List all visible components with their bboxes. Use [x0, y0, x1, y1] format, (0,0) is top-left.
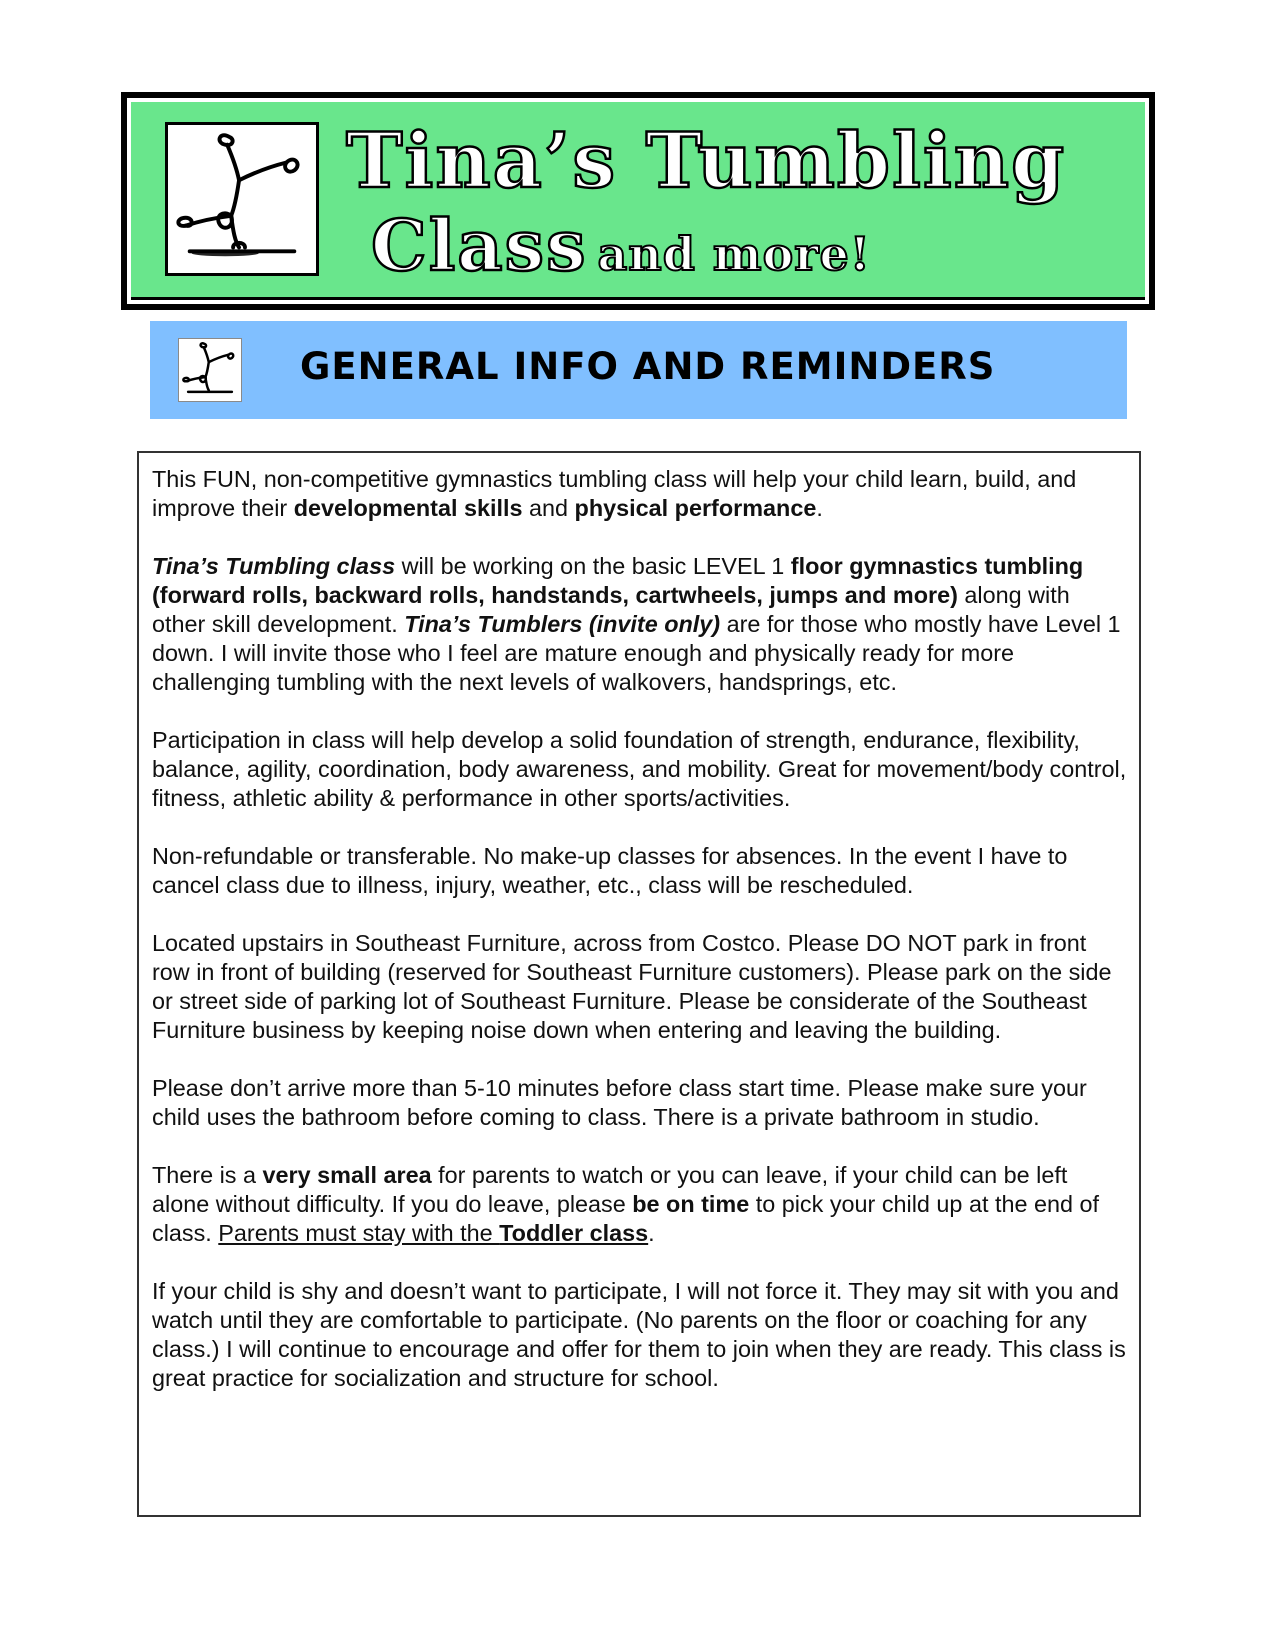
paragraph-location: Located upstairs in Southeast Furniture, across from Costco. Please DO NOT park in front row in front of building (reserved for Southeast Furniture customers). Please park on the side or street side of parking lot of Southeast Furniture. Please be considerate of the Southeast Furniture business by keeping noise down when entering and leaving the building. [152, 930, 1112, 1043]
text-run: and [522, 495, 575, 521]
paragraph-refund-policy: Non-refundable or transferable. No make-up classes for absences. In the event I have to cancel class due to illness, injury, weather, etc., class will be rescheduled. [152, 843, 1068, 898]
section-header-bar [150, 321, 1127, 419]
text-run: This FUN, non-competitive gymnastics tumbling class will help your child learn, build, and improve their [152, 466, 1077, 521]
title-and-more: and more! [597, 227, 871, 281]
page-subtitle [371, 204, 871, 287]
paragraph-intro [152, 465, 1127, 523]
bold-text: very small area [262, 1162, 432, 1188]
text-run: to pick your child up at the end of class. [152, 1191, 1099, 1246]
bold-text: floor gymnastics tumbling (forward rolls, backward rolls, handstands, cartwheels, jumps and more) [152, 553, 1084, 608]
paragraph-shy-child: If your child is shy and doesn’t want to participate, I will not force it. They may sit with you and watch until they are comfortable to participate. (No parents on the floor or coaching for any class.) I will continue to encourage and offer for them to join when they are ready. This class is great practice for socialization and structure for school. [152, 1278, 1126, 1391]
handstand-stick-figure-icon [179, 339, 241, 401]
text-run: Parents must stay with the [218, 1220, 500, 1246]
logo [165, 122, 319, 276]
bold-text: be on time [632, 1191, 750, 1217]
text-run: for parents to watch or you can leave, if your child can be left alone without difficulty. If you do leave, please [152, 1162, 1068, 1217]
text-run: along with other skill development. [152, 582, 1070, 637]
bold-text: Toddler class [499, 1220, 649, 1246]
bold-text: developmental skills [293, 495, 523, 521]
paragraph-parents [152, 1161, 1127, 1248]
section-logo [178, 338, 242, 402]
header-banner [121, 92, 1155, 310]
paragraph-levels [152, 552, 1127, 697]
text-run: . [816, 495, 823, 521]
handstand-stick-figure-icon [168, 125, 316, 273]
bold-text: physical performance [574, 495, 817, 521]
text-run: are for those who mostly have Level 1 down. I will invite those who I feel are mature enough and physically ready for more challenging tumbling with the next levels of walkovers, handsprings, etc. [152, 611, 1121, 695]
text-run: There is a [152, 1162, 263, 1188]
text-run: . [648, 1220, 655, 1246]
paragraph-arrival: Please don’t arrive more than 5-10 minutes before class start time. Please make sure your child uses the bathroom before coming to class. There is a private bathroom in studio. [152, 1075, 1087, 1130]
bold-italic-text: Tina’s Tumbling class [152, 553, 396, 579]
title-class-word: Class [371, 204, 588, 287]
section-title: GENERAL INFO AND REMINDERS [300, 345, 996, 388]
info-box [137, 451, 1141, 1517]
bold-italic-text: Tina’s Tumblers (invite only) [404, 611, 721, 637]
text-run: will be working on the basic LEVEL 1 [395, 553, 791, 579]
page-title: Tina’s Tumbling [346, 116, 1067, 205]
underlined-text [218, 1220, 648, 1246]
header-banner-fill [131, 102, 1145, 300]
paragraph-benefits: Participation in class will help develop a solid foundation of strength, endurance, flexibility, balance, agility, coordination, body awareness, and mobility. Great for movement/body control, fitness, athletic ability & performance in other sports/activities. [152, 727, 1127, 811]
